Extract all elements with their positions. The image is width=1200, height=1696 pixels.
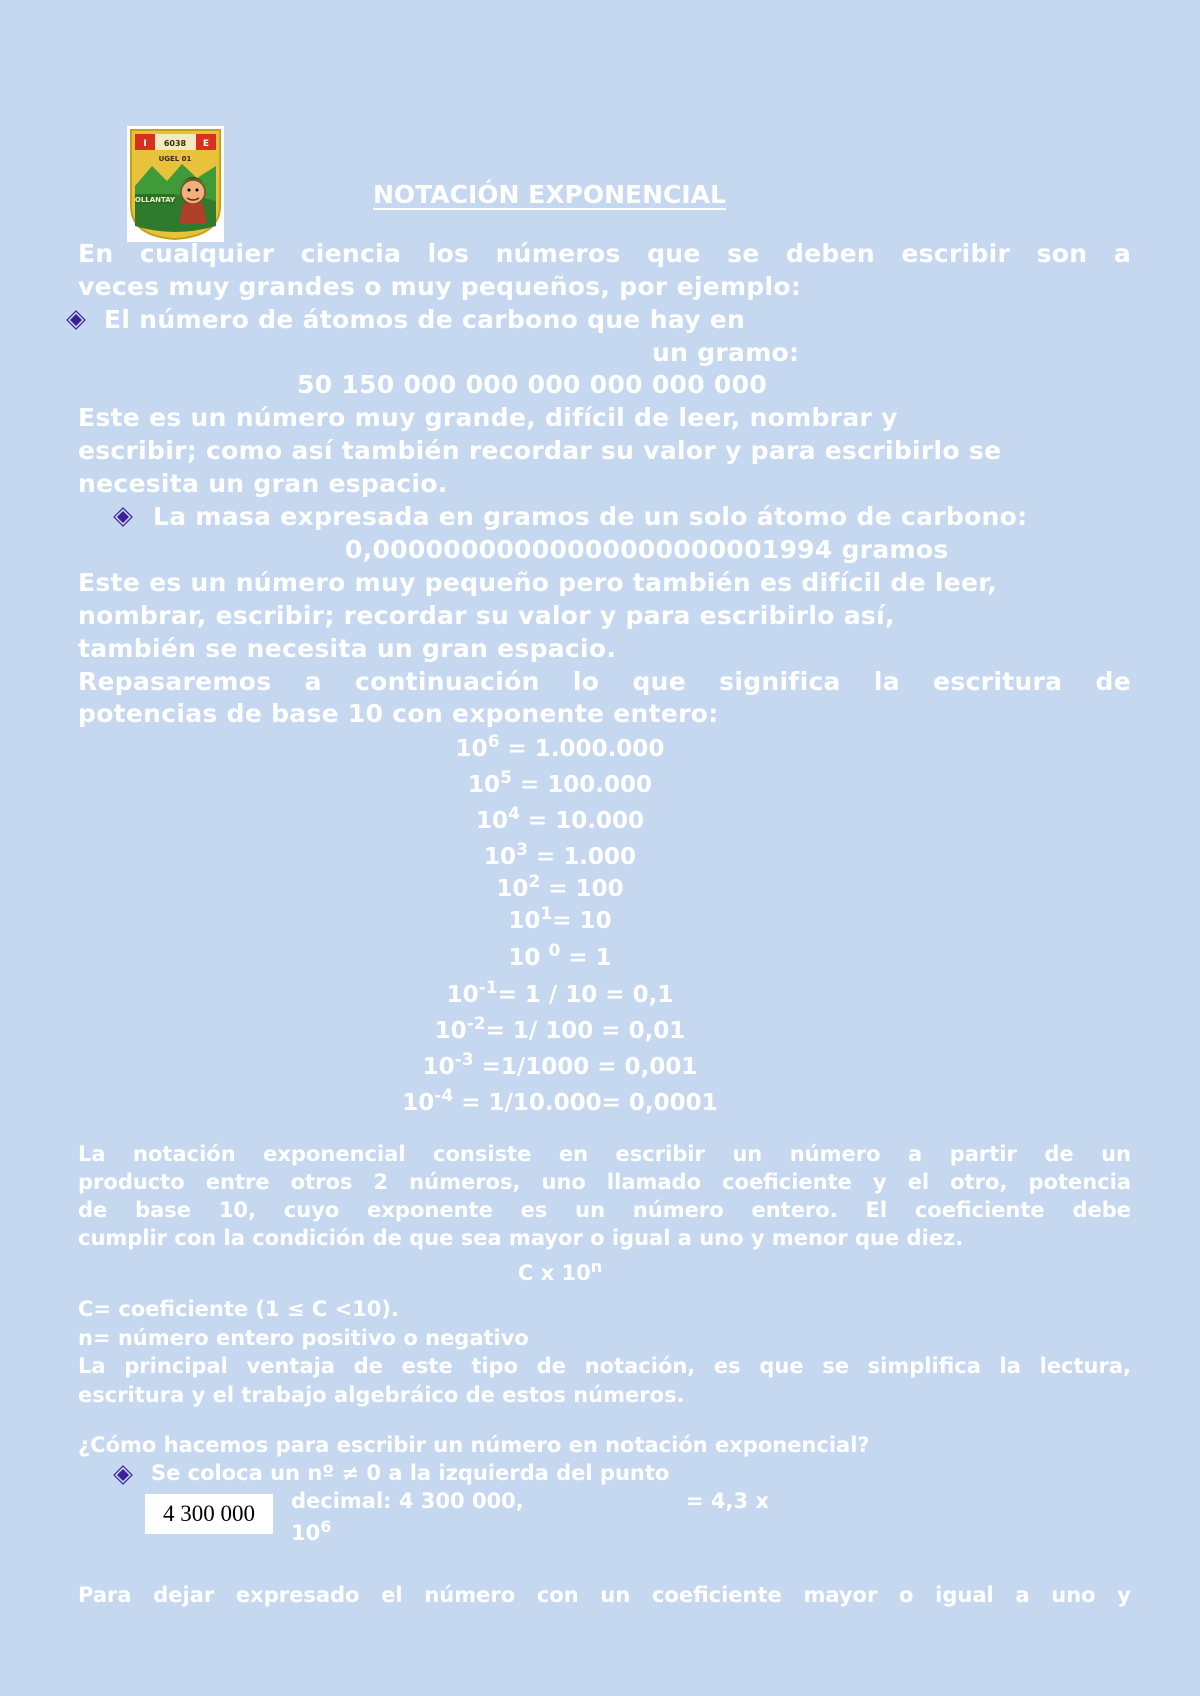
crest-top-text: 6038 <box>163 139 187 148</box>
review-line-1: Repasaremos a continuación lo que significa la escritura de <box>78 667 1131 696</box>
example-number-box: 4 300 000 <box>145 1494 273 1534</box>
power-row: $10^6 = 1.000.000$ <box>455 732 665 762</box>
power-row: $10^{-4} = 1/10.000= 0,0001$ <box>402 1086 718 1116</box>
power-row: $10^3 = 1.000$ <box>484 840 636 870</box>
example-line-1-right: = 4,3 x <box>686 1489 769 1513</box>
advantage-line-2: escritura y el trabajo algebráico de estos números. <box>78 1383 685 1407</box>
big-desc-line-2: escribir; como así también recordar su valor y para escribirlo se <box>78 436 1002 465</box>
small-number: 0,00000000000000000000001994 gramos <box>345 535 949 564</box>
power-row: $10^{-1}= 1 / 10 = 0,1$ <box>446 978 674 1008</box>
final-line: Para dejar expresado el número con un coeficiente mayor o igual a uno y <box>78 1583 1131 1607</box>
power-row: $10^{-3} =1/1000 = 0,001$ <box>422 1050 698 1080</box>
crest-banner-text: OLLANTAY <box>134 196 176 204</box>
bullet-1-line-1: El número de átomos de carbono que hay en <box>104 305 746 334</box>
small-desc-line-2: nombrar, escribir; recordar su valor y para escribirlo así, <box>78 601 895 630</box>
advantage-line-1: La principal ventaja de este tipo de notación, es que se simplifica la lectura, <box>78 1354 1131 1378</box>
crest-letter-right: E <box>202 139 210 149</box>
coefficient-definition: C= coeficiente (1 ≤ C <10). <box>78 1297 399 1321</box>
small-desc-line-3: también se necesita un gran espacio. <box>78 634 617 663</box>
power-row: $10^5 = 100.000$ <box>468 768 652 798</box>
school-crest-logo <box>127 126 224 242</box>
diamond-bullet-icon <box>66 310 86 330</box>
power-row: $10^4 = 10.000$ <box>476 804 644 834</box>
big-desc-line-1: Este es un número muy grande, difícil de leer, nombrar y <box>78 403 898 432</box>
bullet-3-text: Se coloca un nº ≠ 0 a la izquierda del punto <box>151 1461 670 1485</box>
power-row: $10^2 = 100$ <box>496 872 624 902</box>
intro-line-2: veces muy grandes o muy pequeños, por ejemplo: <box>78 272 802 301</box>
diamond-bullet-icon <box>113 1465 133 1485</box>
review-line-2: potencias de base 10 con exponente entero: <box>78 699 719 728</box>
diamond-bullet-icon <box>113 507 133 527</box>
example-line-1-left: decimal: 4 300 000, <box>291 1489 524 1513</box>
bullet-1-line-2: un gramo: <box>652 338 800 367</box>
exponent-definition: n= número entero positivo o negativo <box>78 1326 529 1350</box>
question: ¿Cómo hacemos para escribir un número en notación exponencial? <box>78 1433 870 1457</box>
bullet-2-text: La masa expresada en gramos de un solo átomo de carbono: <box>153 502 1028 531</box>
definition-line-1: La notación exponencial consiste en escribir un número a partir de un <box>78 1142 1131 1166</box>
page-title: NOTACIÓN EXPONENCIAL <box>373 180 726 209</box>
crest-sub-text: UGEL 01 <box>158 155 192 163</box>
formula: C x 10$^n$ <box>517 1257 603 1285</box>
power-row: 10 $^0$ = 1 <box>508 941 612 971</box>
example-line-2: $10^6$ <box>291 1517 332 1545</box>
big-number: 50 150 000 000 000 000 000 000 <box>297 370 768 399</box>
power-row: $10^{-2}= 1/$ 100 = 0,01 <box>434 1014 686 1044</box>
power-row: $10^1= 10$ <box>508 904 612 934</box>
crest-letter-left: I <box>143 139 147 149</box>
definition-line-2: producto entre otros 2 números, uno llamado coeficiente y el otro, potencia <box>78 1170 1131 1194</box>
definition-line-3: de base 10, cuyo exponente es un número entero. El coeficiente debe <box>78 1198 1131 1222</box>
small-desc-line-1: Este es un número muy pequeño pero también es difícil de leer, <box>78 568 997 597</box>
big-desc-line-3: necesita un gran espacio. <box>78 469 448 498</box>
intro-line-1: En cualquier ciencia los números que se deben escribir son a <box>78 239 1131 268</box>
definition-line-4: cumplir con la condición de que sea mayor o igual a uno y menor que diez. <box>78 1226 964 1250</box>
